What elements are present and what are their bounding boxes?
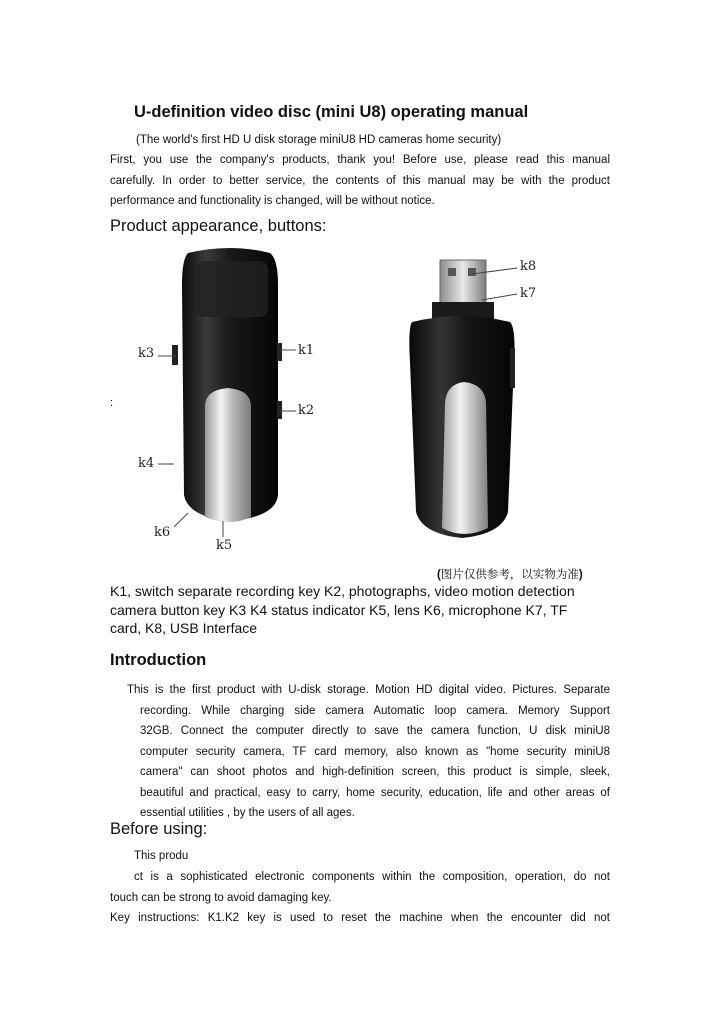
caption-open-paren: ( <box>437 569 441 581</box>
key-line: K1, switch separate recording key K2, photographs, video motion detection <box>110 583 575 599</box>
label-k4: k4 <box>138 456 155 471</box>
caption-close-paren: ) <box>578 569 583 581</box>
before-line: Key instructions: K1.K2 key is used to reset the machine when the encounter did not <box>110 912 610 924</box>
introduction-line: beautiful and practical, easy to carry, home security, education, life and other areas of <box>140 786 610 799</box>
photo-caption <box>437 566 583 582</box>
key-description <box>110 582 590 638</box>
device-clip <box>205 388 251 522</box>
device-top-window <box>196 261 268 317</box>
intro-line: performance and functionality is changed, will be without notice. <box>110 195 435 207</box>
label-k2: k2 <box>298 403 315 418</box>
device-back-photo <box>352 252 590 557</box>
key-line: camera button key K3 K4 status indicator K5, lens K6, microphone K7, TF <box>110 601 568 618</box>
introduction-line: camera" can shoot photos and high-definition screen, this product is simple, sleek, <box>140 766 610 778</box>
side-button-k3 <box>172 345 178 365</box>
before-using-heading: Before using: <box>110 820 208 838</box>
usb-pin <box>448 268 456 276</box>
caption-text: 图片仅供参考，以实物为准 <box>440 569 579 581</box>
intro-line: carefully. In order to better service, the contents of this manual may be with the product <box>110 174 610 187</box>
intro-paragraph <box>110 150 610 212</box>
device-clip-back <box>442 382 488 534</box>
usb-pin <box>468 268 476 276</box>
leader-k6 <box>174 513 188 527</box>
manual-subtitle: (The world's first HD U disk storage miniU8 HD cameras home security) <box>136 134 502 146</box>
label-k6: k6 <box>154 525 171 540</box>
stray-colon: : <box>110 397 114 409</box>
introduction-line: This is the first product with U-disk storage. Motion HD digital video. Pictures. Separate <box>127 684 610 696</box>
label-k7: k7 <box>520 286 537 301</box>
manual-title: U-definition video disc (mini U8) operating manual <box>134 103 529 121</box>
label-k5: k5 <box>216 538 233 553</box>
introduction-line: computer security camera, TF card memory, also known as "home security miniU8 <box>140 745 610 758</box>
introduction-heading: Introduction <box>110 651 207 669</box>
introduction-line: essential utilities , by the users of all ages. <box>140 807 355 819</box>
before-line: touch can be strong to avoid damaging key. <box>110 891 332 904</box>
label-k1: k1 <box>298 343 315 358</box>
intro-line: First, you use the company's products, thank you! Before use, please read this manual <box>110 154 610 166</box>
introduction-line: 32GB. Connect the computer directly to save the camera function, U disk miniU8 <box>140 725 610 737</box>
key-line: card, K8, USB Interface <box>110 620 258 636</box>
before-paragraph <box>110 867 610 929</box>
introduction-paragraph <box>127 680 610 824</box>
before-line: ct is a sophisticated electronic components within the composition, operation, do not <box>134 871 610 883</box>
introduction-line: recording. While charging side camera Automatic loop camera. Memory Support <box>140 704 610 717</box>
device-front-photo <box>110 245 350 555</box>
leader-k7 <box>482 294 517 300</box>
label-k3: k3 <box>138 346 155 361</box>
side-button-k2 <box>277 401 282 419</box>
appearance-heading: Product appearance, buttons: <box>110 217 327 235</box>
label-k8: k8 <box>520 259 537 274</box>
before-line: This produ <box>134 850 189 862</box>
tf-slot <box>510 348 515 388</box>
side-button-k1 <box>277 343 282 361</box>
